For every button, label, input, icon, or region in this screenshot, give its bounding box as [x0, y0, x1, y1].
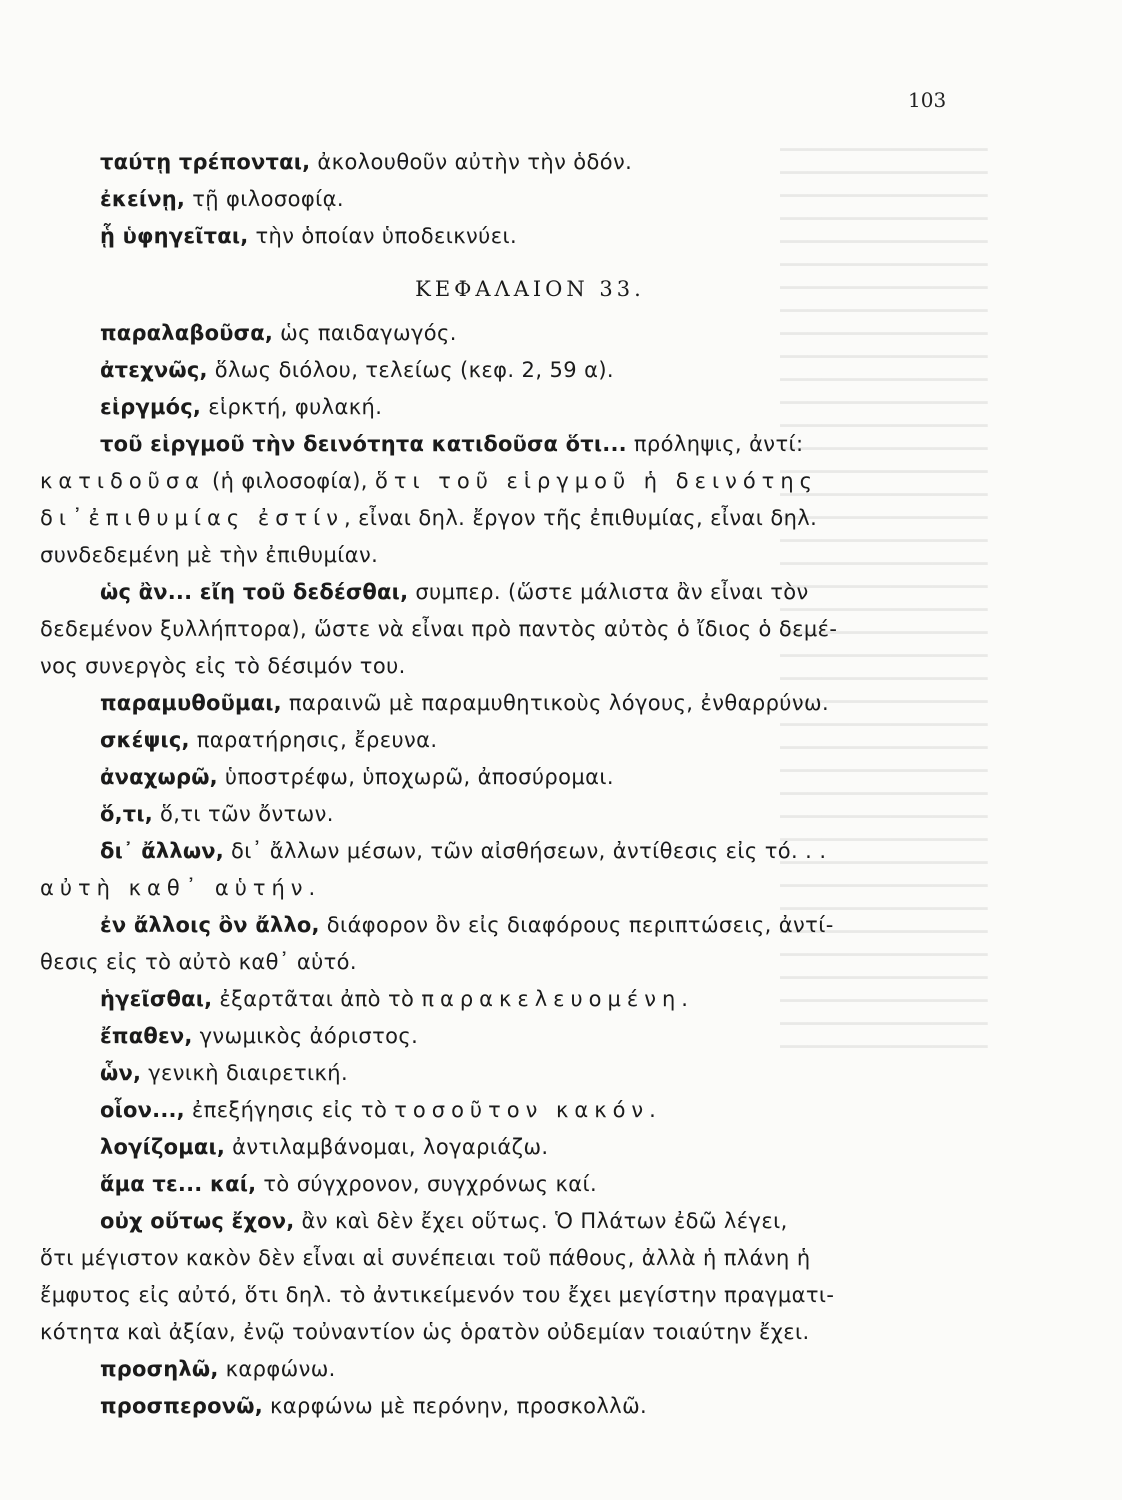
entry-line	[40, 913, 950, 950]
entry-gloss: ἐξαρτᾶται ἀπὸ τὸ	[212, 987, 422, 1011]
entry-line	[40, 1209, 950, 1246]
entry-gloss: ἀκολουθοῦν αὐτὴν τὴν ὁδόν.	[310, 150, 633, 174]
entry-headword: ἅμα τε... καί,	[100, 1172, 257, 1196]
continuation-line	[40, 617, 950, 654]
spaced-quotation: τοσοῦτον κακόν.	[394, 1098, 662, 1122]
entry-line	[40, 395, 950, 432]
entry-gloss: νος συνεργὸς εἰς τὸ δέσιμόν του.	[40, 654, 406, 678]
entry-gloss: ἐπεξήγησις εἰς τὸ	[184, 1098, 395, 1122]
entry-gloss: πρόληψις, ἀντί:	[626, 432, 804, 456]
entry-headword: οὐχ οὕτως ἔχον,	[100, 1209, 295, 1233]
entry-headword: ταύτῃ τρέπονται,	[100, 150, 311, 174]
entry-headword: σκέψις,	[100, 728, 190, 752]
entry-line	[40, 1135, 950, 1172]
show-through-text: ▔▔▔▔▔▔▔▔▔▔▔▔▔▔▔ ▔▔▔▔▔▔▔▔▔▔▔▔▔▔▔ ▔▔▔▔▔▔▔▔▔▔▔▔▔▔▔ ▔▔▔▔▔▔▔▔▔▔▔▔▔▔▔ ▔▔▔▔▔▔▔▔▔▔▔▔▔▔▔ ▔▔▔▔▔▔▔▔▔▔▔▔▔▔▔ ▔▔▔▔▔▔▔▔▔▔▔▔▔▔▔ ▔▔▔▔▔▔▔▔▔▔▔▔▔▔▔ ▔▔▔▔▔▔▔▔▔▔▔▔▔▔▔ ▔▔▔▔▔▔▔▔▔▔▔▔▔▔▔ ▔▔▔▔▔▔▔▔▔▔▔▔▔▔▔ ▔▔▔▔▔▔▔▔▔▔▔▔▔▔▔ ▔▔▔▔▔▔▔▔▔▔▔▔▔▔▔ ▔▔▔▔▔▔▔▔▔▔▔▔▔▔▔ ▔▔▔▔▔▔▔▔▔▔▔▔▔▔▔ ▔▔▔▔▔▔▔▔▔▔▔▔▔▔▔ ▔▔▔▔▔▔▔▔▔▔▔▔▔▔▔ ▔▔▔▔▔▔▔▔▔▔▔▔▔▔▔ ▔▔▔▔▔▔▔▔▔▔▔▔▔▔▔ ▔▔▔▔▔▔▔▔▔▔▔▔▔▔▔ ▔▔▔▔▔▔▔▔▔▔▔▔▔▔▔ ▔▔▔▔▔▔▔▔▔▔▔▔▔▔▔ ▔▔▔▔▔▔▔▔▔▔▔▔▔▔▔ ▔▔▔▔▔▔▔▔▔▔▔▔▔▔▔ ▔▔▔▔▔▔▔▔▔▔▔▔▔▔▔ ▔▔▔▔▔▔▔▔▔▔▔▔▔▔▔ ▔▔▔▔▔▔▔▔▔▔▔▔▔▔▔ ▔▔▔▔▔▔▔▔▔▔▔▔▔▔▔ ▔▔▔▔▔▔▔▔▔▔▔▔▔▔▔ ▔▔▔▔▔▔▔▔▔▔▔▔▔▔▔ ▔▔▔▔▔▔▔▔▔▔▔▔▔▔▔ ▔▔▔▔▔▔▔▔▔▔▔▔▔▔▔ ▔▔▔▔▔▔▔▔▔▔▔▔▔▔▔ ▔▔▔▔▔▔▔▔▔▔▔▔▔▔▔ ▔▔▔▔▔▔▔▔▔▔▔▔▔▔▔ ▔▔▔▔▔▔▔▔▔▔▔▔▔▔▔ ▔▔▔▔▔▔▔▔▔▔▔▔▔▔▔ ▔▔▔▔▔▔▔▔▔▔▔▔▔▔▔ ▔▔▔▔▔▔▔▔▔▔▔▔▔▔▔ ▔▔▔▔▔▔▔▔▔▔▔▔▔▔▔	[780, 149, 988, 1067]
entry-gloss: ἀντιλαμβάνομαι, λογαριάζω.	[225, 1135, 549, 1159]
continuation-line	[40, 950, 950, 987]
entry-gloss: τὴν ὁποίαν ὑποδεικνύει.	[248, 224, 518, 248]
entry-line	[40, 802, 950, 839]
entry-line	[40, 150, 950, 187]
spaced-quotation: παρακελευομένη.	[421, 987, 694, 1011]
entry-headword: παραλαβοῦσα,	[100, 321, 274, 345]
continuation-line	[40, 654, 950, 691]
entry-gloss: ὑποστρέφω, ὑποχωρῶ, ἀποσύρομαι.	[217, 765, 614, 789]
entry-line	[40, 358, 950, 395]
entry-line	[40, 187, 950, 224]
entry-headword: ὡς ἂν... εἴη τοῦ δεδέσθαι,	[100, 580, 409, 604]
spaced-quotation: αὐτὴ καθ᾿ αὑτήν.	[40, 876, 322, 900]
entry-line	[40, 432, 950, 469]
entry-headword: λογίζομαι,	[100, 1135, 226, 1159]
entry-headword: τοῦ εἱργμοῦ τὴν δεινότητα κατιδοῦσα ὅτι...	[100, 432, 627, 456]
entry-headword: ἐν ἄλλοις ὂν ἄλλο,	[100, 913, 320, 937]
entry-line	[40, 1172, 950, 1209]
entry-gloss: διάφορον ὂν εἰς διαφόρους περιπτώσεις, ἀντί-	[319, 913, 834, 937]
continuation-line	[40, 1283, 950, 1320]
entry-line	[40, 1394, 950, 1431]
entry-headword: ὧν,	[100, 1061, 142, 1085]
entry-gloss: ἂν καὶ δὲν ἔχει οὕτως. Ὁ Πλάτων ἐδῶ λέγει,	[294, 1209, 788, 1233]
entry-gloss: ὅ,τι τῶν ὄντων.	[152, 802, 334, 826]
entry-line	[40, 691, 950, 728]
spaced-quotation: ὅτι τοῦ εἱργμοῦ ἡ δεινότης	[374, 469, 818, 493]
entry-line	[40, 224, 950, 261]
entry-headword: ἔπαθεν,	[100, 1024, 193, 1048]
entry-line	[40, 580, 950, 617]
entry-line	[40, 839, 950, 876]
continuation-line	[40, 506, 950, 543]
entry-gloss: γενικὴ διαιρετική.	[141, 1061, 349, 1085]
spaced-quotation: δι᾿ἐπιθυμίας ἐστίν	[40, 506, 345, 530]
page-body	[40, 150, 950, 1431]
entry-gloss: δεδεμένον ξυλλήπτορα), ὥστε νὰ εἶναι πρὸ παντὸς αὐτὸς ὁ ἴδιος ὁ δεμέ-	[40, 617, 838, 641]
entry-gloss: γνωμικὸς ἀόριστος.	[192, 1024, 419, 1048]
entry-gloss: συνδεδεμένη μὲ τὴν ἐπιθυμίαν.	[40, 543, 379, 567]
entry-gloss: ἔμφυτος εἰς αὐτό, ὅτι δηλ. τὸ ἀντικείμενόν του ἔχει μεγίστην πραγματι-	[40, 1283, 835, 1307]
entry-headword: προσπερονῶ,	[100, 1394, 263, 1418]
entry-headword: ἀναχωρῶ,	[100, 765, 218, 789]
entry-gloss: , εἶναι δηλ. ἔργον τῆς ἐπιθυμίας, εἶναι δηλ.	[344, 506, 818, 530]
entry-gloss: συμπερ. (ὥστε μάλιστα ἂν εἶναι τὸν	[408, 580, 809, 604]
entry-line	[40, 321, 950, 358]
entry-line	[40, 987, 950, 1024]
entry-gloss: ὅλως διόλου, τελείως (κεφ. 2, 59 α).	[207, 358, 614, 382]
entry-gloss: εἱρκτή, φυλακή.	[201, 395, 383, 419]
entry-gloss: ὡς παιδαγωγός.	[273, 321, 457, 345]
continuation-line	[40, 876, 950, 913]
entry-gloss: παραινῶ μὲ παραμυθητικοὺς λόγους, ἐνθαρρύνω.	[281, 691, 830, 715]
continuation-line	[40, 469, 950, 506]
entry-line	[40, 728, 950, 765]
entry-gloss: (ἡ φιλοσοφία),	[204, 469, 375, 493]
continuation-line	[40, 1320, 950, 1357]
glossary-entries	[40, 321, 950, 1431]
entry-gloss: θεσις εἰς τὸ αὐτὸ καθ᾿ αὑτό.	[40, 950, 358, 974]
entry-headword: ὅ,τι,	[100, 802, 153, 826]
entry-line	[40, 1098, 950, 1135]
entry-headword: δι᾿ ἄλλων,	[100, 839, 224, 863]
entry-headword: ἀτεχνῶς,	[100, 358, 208, 382]
entry-gloss: δι᾿ ἄλλων μέσων, τῶν αἰσθήσεων, ἀντίθεσις εἰς τό. . .	[223, 839, 827, 863]
entry-headword: παραμυθοῦμαι,	[100, 691, 282, 715]
entry-line	[40, 1357, 950, 1394]
continuation-line	[40, 1246, 950, 1283]
entry-gloss: τῇ φιλοσοφίᾳ.	[185, 187, 344, 211]
chapter-heading: ΚΕΦΑΛΑΙΟΝ 33.	[415, 277, 645, 301]
entry-headword: ἡγεῖσθαι,	[100, 987, 213, 1011]
entry-gloss: τὸ σύγχρονον, συγχρόνως καί.	[256, 1172, 598, 1196]
entry-line	[40, 1061, 950, 1098]
entry-headword: οἷον...,	[100, 1098, 185, 1122]
entry-line	[40, 1024, 950, 1061]
page-number: 103	[908, 88, 947, 112]
entry-line	[40, 765, 950, 802]
spaced-quotation: κατιδοῦσα	[40, 469, 205, 493]
entry-gloss: καρφώνω μὲ περόνην, προσκολλῶ.	[262, 1394, 648, 1418]
entry-headword: προσηλῶ,	[100, 1357, 219, 1381]
entry-headword: εἱργμός,	[100, 395, 202, 419]
entry-gloss: ὅτι μέγιστον κακὸν δὲν εἶναι αἱ συνέπειαι τοῦ πάθους, ἀλλὰ ἡ πλάνη ἡ	[40, 1246, 811, 1270]
entry-gloss: παρατήρησις, ἔρευνα.	[189, 728, 438, 752]
continuation-line	[40, 543, 950, 580]
entry-headword: ᾗ ὑφηγεῖται,	[100, 224, 249, 248]
entry-gloss: κότητα καὶ ἀξίαν, ἐνῷ τοὐναντίον ὡς ὁρατὸν οὐδεμίαν τοιαύτην ἔχει.	[40, 1320, 810, 1344]
entry-gloss: καρφώνω.	[218, 1357, 336, 1381]
entry-headword: ἐκείνῃ,	[100, 187, 186, 211]
